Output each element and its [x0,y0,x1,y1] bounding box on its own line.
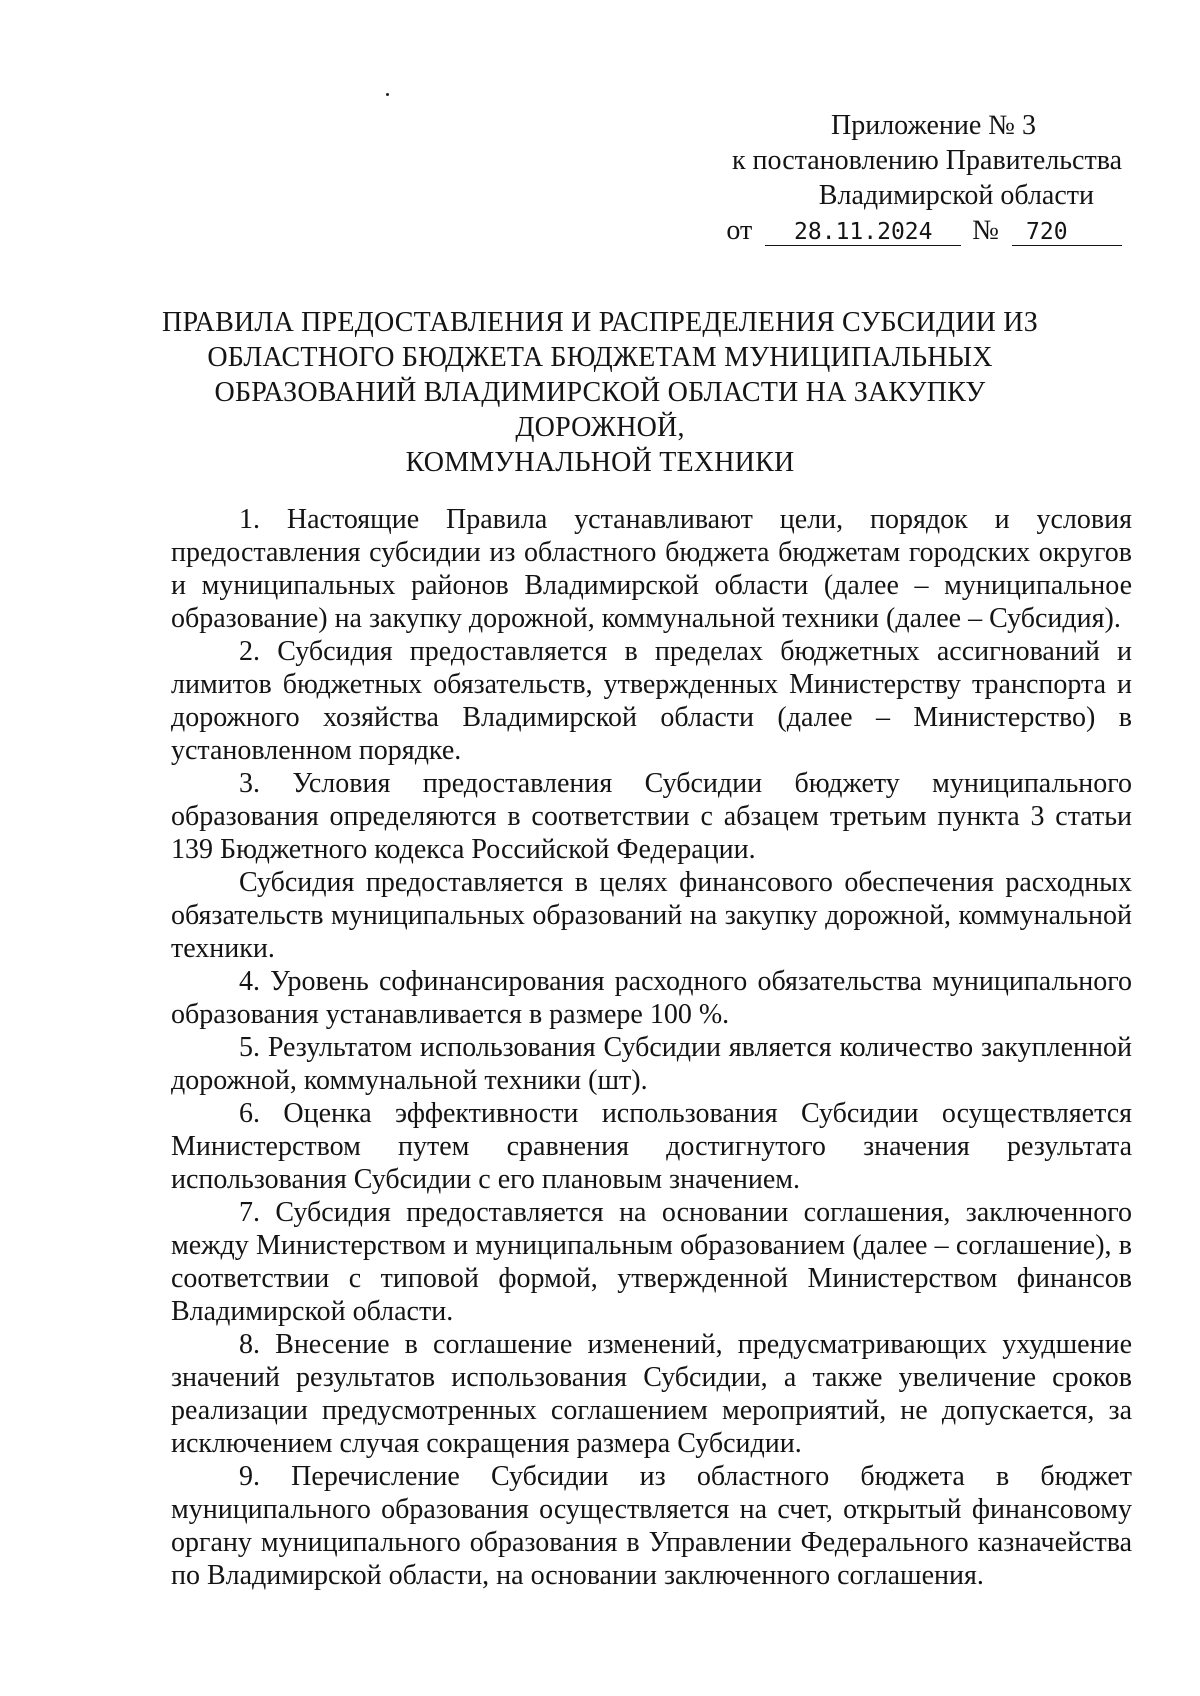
from-label: от [726,215,753,246]
scan-speck [386,93,389,96]
appendix-number: Приложение № 3 [831,110,1036,141]
appendix-header [702,108,1122,248]
appendix-reference: к постановлению Правительства [731,145,1122,176]
appendix-date-line [702,213,1122,248]
decree-date: 28.11.2024 [765,219,961,246]
title-line: КОММУНАЛЬНОЙ ТЕХНИКИ [405,447,795,478]
title-line: ОБЛАСТНОГО БЮДЖЕТА БЮДЖЕТАМ МУНИЦИПАЛЬНЫХ [207,342,993,373]
paragraph-5: 5. Результатом использования Субсидии является количество закупленной дорожной, коммунальной техники (шт). [171,1032,1132,1096]
paragraph-3: 3. Условия предоставления Субсидии бюджету муниципального образования определяются в соответствии с абзацем третьим пункта 3 статьи 139 Бюджетного кодекса Российской Федерации. [171,768,1132,865]
paragraph-8: 8. Внесение в соглашение изменений, предусматривающих ухудшение значений результатов использования Субсидии, а также увеличение сроков реализации предусмотренных соглашением мероприятий, не допускается, за исключением случая сокращения размера Субсидии. [171,1329,1132,1459]
paragraph-6: 6. Оценка эффективности использования Субсидии осуществляется Министерством путем сравнения достигнутого значения результата использования Субсидии с его плановым значением. [171,1098,1132,1195]
paragraph-4: 4. Уровень софинансирования расходного обязательства муниципального образования устанавливается в размере 100 %. [171,966,1132,1030]
paragraph-9: 9. Перечисление Субсидии из областного бюджета в бюджет муниципального образования осуществляется на счет, открытый финансовому органу муниципального образования в Управлении Федерального казначейства по Владимирской области, на основании заключенного соглашения. [171,1461,1132,1591]
document-body [171,503,1132,1592]
paragraph-1: 1. Настоящие Правила устанавливают цели, порядок и условия предоставления субсидии из областного бюджета бюджетам городских округов и муниципальных районов Владимирской области (далее – муниципальное образование) на закупку дорожной, коммунальной техники (далее – Субсидия). [171,504,1132,634]
paragraph-3-continued: Субсидия предоставляется в целях финансового обеспечения расходных обязательств муниципальных образований на закупку дорожной, коммунальной техники. [171,867,1132,964]
decree-number: 720 [1012,219,1122,246]
number-label: № [972,215,999,246]
title-line: ПРАВИЛА ПРЕДОСТАВЛЕНИЯ И РАСПРЕДЕЛЕНИЯ СУБСИДИИ ИЗ [162,307,1038,338]
title-line: ОБРАЗОВАНИЙ ВЛАДИМИРСКОЙ ОБЛАСТИ НА ЗАКУПКУ ДОРОЖНОЙ, [214,377,986,443]
paragraph-7: 7. Субсидия предоставляется на основании соглашения, заключенного между Министерством и муниципальным образованием (далее – соглашение), в соответствии с типовой формой, утвержденной Министерством финансов Владимирской области. [171,1197,1132,1327]
paragraph-2: 2. Субсидия предоставляется в пределах бюджетных ассигнований и лимитов бюджетных обязательств, утвержденных Министерству транспорта и дорожного хозяйства Владимирской области (далее – Министерство) в установленном порядке. [171,636,1132,766]
appendix-region: Владимирской области [818,180,1094,211]
document-title [150,305,1050,480]
